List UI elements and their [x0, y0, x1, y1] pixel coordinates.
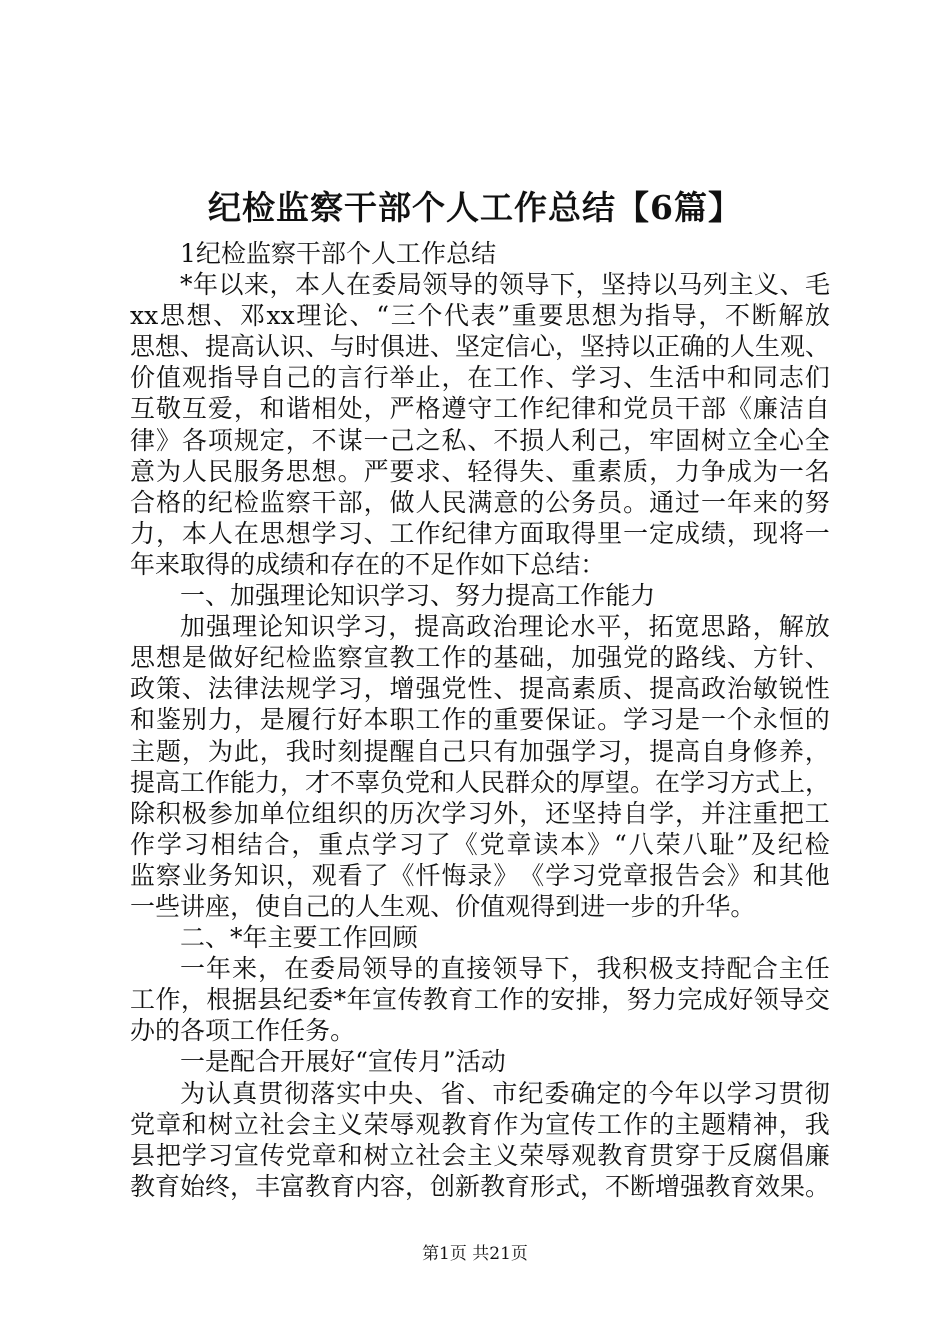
text-line: 一 些 讲 座 ， 使 自 己 的 人 生 观 、 价 值 观 得 到 进 一 步 的 升 华 。	[130, 891, 756, 921]
text-line: 监 察 业 务 知 识 ， 观 看 了 《 忏 悔 录 》 《 学 习 党 章 报 告 会 》 和 其 他	[130, 860, 830, 890]
text-line: 除 积 极 参 加 单 位 组 织 的 历 次 学 习 外 ， 还 坚 持 自 学 ， 并 注 重 把 工	[130, 798, 830, 828]
text-line: 主 题 ， 为 此 ， 我 时 刻 提 醒 自 己 只 有 加 强 学 习 ， 提 高 自 身 修 养 ，	[130, 736, 830, 766]
text-line: 一 、 加 强 理 论 知 识 学 习 、 努 力 提 高 工 作 能 力	[180, 581, 656, 611]
text-line: 为 认 真 贯 彻 落 实 中 央 、 省 、 市 纪 委 确 定 的 今 年 以 学 习 贯 彻	[180, 1078, 830, 1108]
text-line: 1 纪 检 监 察 干 部 个 人 工 作 总 结	[180, 239, 497, 268]
text-line: * 年 以 来 ， 本 人 在 委 局 领 导 的 领 导 下 ， 坚 持 以 马 列 主 义 、 毛	[180, 270, 830, 300]
text-line: xx 思 想 、 邓 xx 理 论 、 “ 三 个 代 表 ” 重 要 思 想 为 指 导 ， 不 断 解 放	[130, 301, 830, 331]
text-line: 二 、 * 年 主 要 工 作 回 顾	[180, 923, 418, 953]
text-line: 政 策 、 法 律 法 规 学 习 ， 增 强 党 性 、 提 高 素 质 、 提 高 政 治 敏 锐 性	[130, 674, 830, 704]
text-line: 教 育 始 终 ， 丰 富 教 育 内 容 ， 创 新 教 育 形 式 ， 不 断 增 强 教 育 效 果 。	[130, 1171, 830, 1201]
text-line: 提 高 工 作 能 力 ， 才 不 辜 负 党 和 人 民 群 众 的 厚 望 。 在 学 习 方 式 上 ，	[130, 767, 830, 797]
document-title: 纪检监察干部个人工作总结【6篇】	[208, 188, 742, 227]
text-line: 合 格 的 纪 检 监 察 干 部 ， 做 人 民 满 意 的 公 务 员 。 通 过 一 年 来 的 努	[130, 487, 830, 517]
text-line: 加 强 理 论 知 识 学 习 ， 提 高 政 治 理 论 水 平 ， 拓 宽 思 路 ， 解 放	[180, 612, 830, 642]
text-line: 一 是 配 合 开 展 好 “ 宣 传 月 ” 活 动	[180, 1047, 506, 1077]
text-line: 和 鉴 别 力 ， 是 履 行 好 本 职 工 作 的 重 要 保 证 。 学 习 是 一 个 永 恒 的	[130, 705, 830, 735]
text-line: 工 作 ， 根 据 县 纪 委 * 年 宣 传 教 育 工 作 的 安 排 ， 努 力 完 成 好 领 导 交	[130, 985, 830, 1015]
text-line: 一 年 来 ， 在 委 局 领 导 的 直 接 领 导 下 ， 我 积 极 支 持 配 合 主 任	[180, 954, 830, 984]
text-line: 律 》 各 项 规 定 ， 不 谋 一 己 之 私 、 不 损 人 利 己 ， 牢 固 树 立 全 心 全	[130, 425, 830, 455]
text-line: 思 想 是 做 好 纪 检 监 察 宣 教 工 作 的 基 础 ， 加 强 党 的 路 线 、 方 针 、	[130, 643, 830, 673]
text-line: 作 学 习 相 结 合 ， 重 点 学 习 了 《 党 章 读 本 》 “ 八 荣 八 耻 ” 及 纪 检	[130, 829, 830, 859]
text-line: 价 值 观 指 导 自 己 的 言 行 举 止 ， 在 工 作 、 学 习 、 生 活 中 和 同 志 们	[130, 363, 830, 393]
text-line: 互 敬 互 爱 ， 和 谐 相 处 ， 严 格 遵 守 工 作 纪 律 和 党 员 干 部 《 廉 洁 自	[130, 394, 830, 424]
text-line: 意 为 人 民 服 务 思 想 。 严 要 求 、 轻 得 失 、 重 素 质 ， 力 争 成 为 一 名	[130, 456, 830, 486]
page-footer: 第1页 共21页	[422, 1244, 528, 1264]
text-line: 思 想 、 提 高 认 识 、 与 时 俱 进 、 坚 定 信 心 ， 坚 持 以 正 确 的 人 生 观 、	[130, 332, 830, 362]
text-line: 县 把 学 习 宣 传 党 章 和 树 立 社 会 主 义 荣 辱 观 教 育 贯 穿 于 反 腐 倡 廉	[130, 1140, 830, 1170]
text-line: 办 的 各 项 工 作 任 务 。	[130, 1016, 356, 1046]
text-line: 年 来 取 得 的 成 绩 和 存 在 的 不 足 作 如 下 总 结 ：	[130, 549, 606, 579]
text-line: 力 ， 本 人 在 思 想 学 习 、 工 作 纪 律 方 面 取 得 里 一 定 成 绩 ， 现 将 一	[130, 518, 830, 548]
document-body	[130, 238, 830, 1202]
text-line: 党 章 和 树 立 社 会 主 义 荣 辱 观 教 育 作 为 宣 传 工 作 的 主 题 精 神 ， 我	[130, 1109, 830, 1139]
